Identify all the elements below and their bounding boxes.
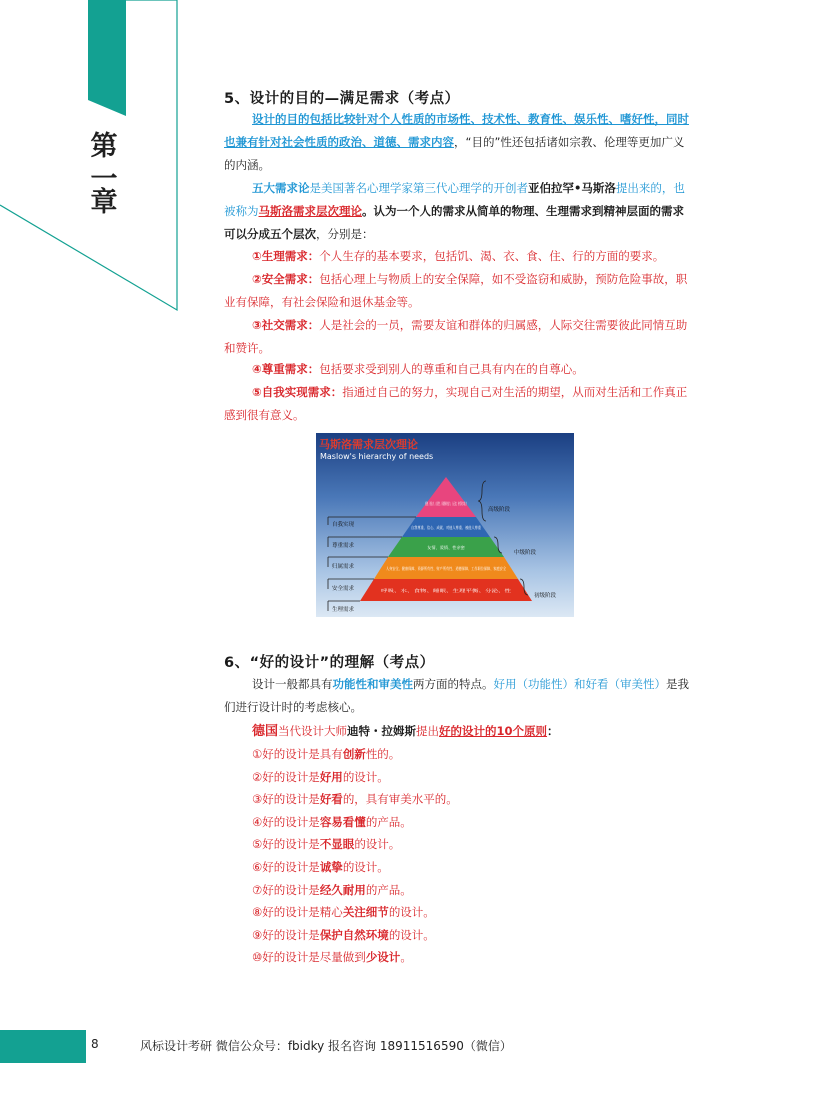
- pyramid-right-label-1: 高级阶段: [488, 507, 511, 513]
- maslow-theory: 马斯洛需求层次理论: [258, 204, 362, 218]
- pyramid-layer-text-3: 友情、爱情、性亲密: [427, 545, 465, 550]
- chapter-char-3: 章: [90, 187, 118, 218]
- pyramid-graphic: [316, 433, 574, 617]
- footer-text: 风标设计考研 微信公众号：fbidky 报名咨询 18911516590（微信）: [140, 1039, 512, 1053]
- section6-heading: 6、“好的设计”的理解（考点）: [224, 655, 435, 671]
- section5-paragraph-2: [224, 177, 694, 246]
- need-item-1: ①生理需求：个人生存的基本要求，包括饥、渴、衣、食、住、行的方面的要求。: [252, 249, 665, 263]
- page-number: 8: [91, 1037, 99, 1051]
- footer-accent-bar: [0, 1030, 86, 1063]
- maslow-name: 亚伯拉罕•马斯洛: [528, 181, 616, 195]
- five-needs-term: 五大需求论: [252, 181, 310, 195]
- principle-item: ①好的设计是具有创新性的。: [252, 747, 401, 761]
- principle-item: ⑤好的设计是不显眼的设计。: [252, 837, 401, 852]
- principle-item: ⑩好的设计是尽量做到少设计。: [252, 950, 412, 965]
- pyramid-left-label-3: 归属需求: [332, 564, 355, 570]
- rams-intro: 德国当代设计大师迪特・拉姆斯提出好的设计的10个原则：: [252, 724, 559, 739]
- principle-item: ⑥好的设计是诚挚的设计。: [252, 860, 389, 874]
- principle-item: ②好的设计是好用的设计。: [252, 769, 389, 784]
- pyramid-layer-text-1: 道德、创造力、自觉性、问题解决能力、公正度、接受现实能力: [425, 501, 543, 506]
- principle-item: ⑨好的设计是保护自然环境的设计。: [252, 927, 435, 942]
- also-called: 提出来的，也被称为: [224, 181, 685, 218]
- chapter-char-2: 一: [90, 164, 118, 195]
- purpose-rest: ，“目的”性还包括诸如宗教、伦理等更加广义的内涵。: [224, 135, 685, 172]
- section5-paragraph-1: [224, 108, 694, 177]
- function-aesthetic: 功能性和审美性: [332, 677, 413, 691]
- levels-statement: 。认为一个人的需求从简单的物理、生理需求到精神层面的需求可以分成五个层次: [224, 204, 684, 241]
- pyramid-layer-text-5: 呼吸、水、食物、睡眠、生理平衡、分泌、性: [381, 588, 465, 593]
- five-needs-desc: 是美国著名心理学家第三代心理学的开创者: [309, 181, 528, 195]
- pyramid-subtitle: Maslow's hierarchy of needs: [320, 452, 434, 461]
- pyramid-left-label-5: 生理需求: [332, 607, 355, 613]
- need-item-2: ②安全需求：包括心理上与物质上的安全保障，如不受盗窃和威胁，预防危险事故，职业有保障，有社会保险和退休基金等。: [224, 272, 688, 309]
- dieter-rams: 迪特・拉姆斯: [347, 724, 417, 738]
- need-item-3: ③社交需求：人是社会的一员，需要友谊和群体的归属感，人际交往需要彼此同情互助和赞许。: [224, 318, 688, 355]
- pyramid-left-label-4: 安全需求: [332, 586, 355, 592]
- germany: 德国: [252, 724, 279, 739]
- pyramid-left-label-1: 自我实现: [332, 522, 355, 528]
- need-item-4: ④尊重需求：包括要求受到别人的尊重和自己具有内在的自尊心。: [252, 362, 584, 376]
- maslow-pyramid-figure: [316, 433, 574, 617]
- purpose-highlight: 设计的目的包括比较针对个人性质的市场性、技术性、教育性、娱乐性、嗜好性，同时也兼有针对社会性质的政治、道德、需求内容: [224, 112, 689, 149]
- chapter-char-1: 第: [90, 131, 118, 162]
- section6-paragraph-1: 设计一般都具有功能性和审美性两方面的特点。好用（功能性）和好看（审美性）是我们进行设计时的考虑核心。: [224, 677, 689, 714]
- pyramid-layer-text-2: 自我尊重、信心、成就、对他人尊重、被他人尊重: [411, 525, 504, 530]
- pyramid-right-label-2: 中级阶段: [514, 550, 537, 556]
- principle-item: ④好的设计是容易看懂的产品。: [252, 814, 412, 829]
- principle-item: ③好的设计是好看的，具有审美水平的。: [252, 792, 458, 807]
- principle-item: ⑧好的设计是精心关注细节的设计。: [252, 905, 435, 920]
- section5-heading: 5、设计的目的—满足需求（考点）: [224, 91, 460, 107]
- pyramid-right-label-3: 初级阶段: [534, 593, 557, 599]
- ten-principles: 好的设计的10个原则: [439, 724, 548, 738]
- pyramid-title: 马斯洛需求层次理论: [319, 438, 418, 451]
- useful-beautiful: 好用（功能性）和好看（审美性）: [493, 677, 666, 691]
- levels-lead: ，分别是：: [316, 227, 374, 241]
- need-item-5: ⑤自我实现需求：指通过自己的努力，实现自己对生活的期望，从而对生活和工作真正感到很有意义。: [224, 385, 688, 422]
- pyramid-layer-text-4: 人身安全、健康保障、资源所有性、财产所有性、道德保障、工作职位保障、家庭安全: [386, 566, 546, 571]
- pyramid-left-label-2: 尊重需求: [332, 543, 355, 549]
- principle-item: ⑦好的设计是经久耐用的产品。: [252, 882, 412, 897]
- chapter-ribbon: [88, 0, 126, 116]
